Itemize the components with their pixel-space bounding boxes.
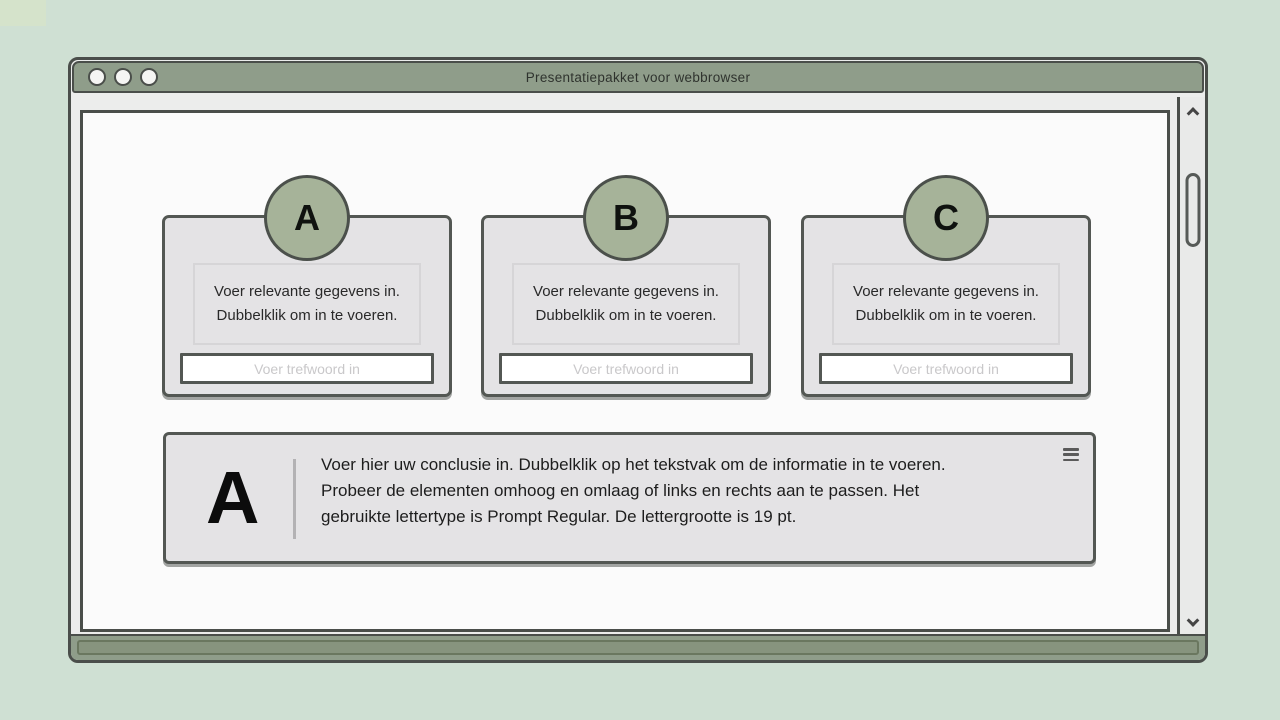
scroll-down-icon[interactable] xyxy=(1186,614,1199,627)
conclusion-panel[interactable] xyxy=(163,432,1096,564)
conclusion-textbox[interactable] xyxy=(321,452,1071,530)
topic-text-line: Dubbelklik om in te voeren. xyxy=(216,307,398,324)
conclusion-text-line: gebruikte lettertype is Prompt Regular. De lettergrootte is 19 pt. xyxy=(321,507,797,526)
vertical-scrollbar[interactable] xyxy=(1177,97,1205,637)
topic-card-a[interactable] xyxy=(162,197,452,397)
topic-card-b[interactable] xyxy=(481,197,771,397)
topic-text-line: Voer relevante gegevens in. xyxy=(853,283,1039,300)
badge-letter: B xyxy=(613,197,639,238)
divider xyxy=(293,459,296,539)
topic-text-line: Voer relevante gegevens in. xyxy=(533,283,719,300)
topic-card-c[interactable] xyxy=(801,197,1091,397)
conclusion-text-line: Voer hier uw conclusie in. Dubbelklik op het tekstvak om de informatie in te voeren. xyxy=(321,455,946,474)
status-bar xyxy=(71,634,1205,660)
keyword-input-a[interactable] xyxy=(180,353,434,384)
topic-letter-badge-b xyxy=(583,175,669,261)
topic-text-line: Dubbelklik om in te voeren. xyxy=(535,307,717,324)
badge-letter: A xyxy=(294,197,320,238)
topic-textbox-c[interactable] xyxy=(832,263,1060,345)
keyword-input-c[interactable] xyxy=(819,353,1073,384)
window-titlebar xyxy=(72,61,1204,93)
topic-textbox-a[interactable] xyxy=(193,263,421,345)
scroll-up-icon[interactable] xyxy=(1186,107,1199,120)
window-title: Presentatiepakket voor webbrowser xyxy=(525,69,751,85)
badge-letter: C xyxy=(933,197,959,238)
hamburger-menu-icon[interactable] xyxy=(1063,448,1079,461)
scrollbar-thumb[interactable] xyxy=(1185,173,1200,247)
topic-text-line: Voer relevante gegevens in. xyxy=(214,283,400,300)
conclusion-text-line: Probeer de elementen omhoog en omlaag of links en rechts aan te passen. Het xyxy=(321,481,920,500)
keyword-input-b[interactable] xyxy=(499,353,753,384)
topic-letter-badge-a xyxy=(264,175,350,261)
browser-window xyxy=(68,57,1208,663)
presentation-canvas xyxy=(80,110,1170,632)
background-corner-patch xyxy=(0,0,46,26)
topic-letter-badge-c xyxy=(903,175,989,261)
topic-textbox-b[interactable] xyxy=(512,263,740,345)
topic-text-line: Dubbelklik om in te voeren. xyxy=(855,307,1037,324)
status-bar-field xyxy=(77,640,1199,655)
conclusion-letter: A xyxy=(206,456,260,539)
